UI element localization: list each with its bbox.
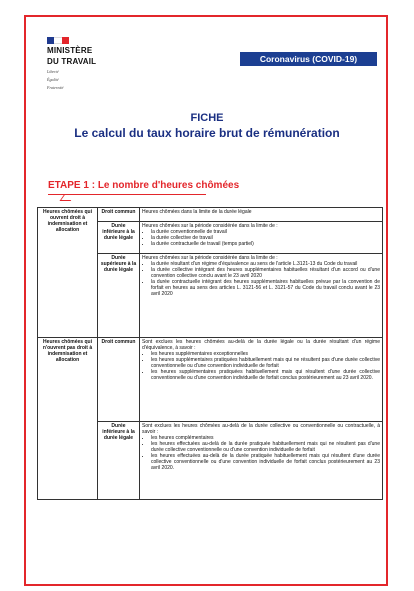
list-item: • les heures effectuées au-delà de la durée pratiquée habituellement mais qui résultent d'une durée collective conventionnelle ou d'une convention individuelle de forfait conclus postérieurement au 23 avril 2020.: [151, 453, 380, 471]
row-intro: Sont exclues les heures chômées au-delà de la durée légale ou la durée résultant d'un régime d'équivalence, à savoir :: [142, 339, 380, 351]
row-label: Durée supérieure à la durée légale: [98, 254, 140, 338]
row-text: [140, 208, 383, 222]
bullet-list: [142, 435, 380, 471]
row-intro: Heures chômées sur la période considérée dans la limite de :: [142, 255, 278, 261]
motto-liberte: Liberté: [47, 69, 59, 74]
hours-table: [37, 207, 383, 500]
row-intro: Sont exclues les heures chômées au-delà de la durée collective ou conventionnelle ou contractuelle, à savoir :: [142, 423, 380, 435]
ministry-name-line2: DU TRAVAIL: [47, 57, 97, 66]
ministry-logo: [47, 37, 96, 90]
bullet-list: [142, 351, 380, 381]
list-item: • la durée collective de travail: [151, 235, 380, 241]
table-row: [38, 338, 383, 422]
bullet-list: [142, 261, 380, 297]
row-text: [140, 338, 383, 422]
list-item: • la durée conventionnelle de travail: [151, 229, 380, 235]
list-item: • la durée collective intégrant des heures supplémentaires habituelles résultant d'un accord ou d'une convention collective conclu avant le 23 avril 2020: [151, 267, 380, 279]
group-label-eligible: Heures chômées qui ouvrent droit à indemnisation et allocation: [38, 208, 98, 338]
table-row: [38, 208, 383, 222]
row-label: Droit commun: [98, 208, 140, 222]
row-intro: Heures chômées sur la période considérée dans la limite de :: [142, 223, 278, 229]
list-item: • la durée résultant d'un régime d'équivalence au sens de l'article L.3121-13 du Code du travail: [151, 261, 380, 267]
list-item: • les heures effectuées au-delà de la durée pratiquée habituellement mais qui ne résultent pas d'une durée collective conventionnelle ou d'une convention individuelle de forfait: [151, 441, 380, 453]
list-item: • les heures supplémentaires pratiquées habituellement mais qui résultent d'une durée collective conventionnelle ou d'une convention individuelle de forfait conclus postérieurement au 23 avril 2020.: [151, 369, 380, 381]
page-title: FICHE: [190, 112, 224, 124]
row-label: Droit commun: [98, 338, 140, 422]
row-label: Durée inférieure à la durée légale: [98, 222, 140, 254]
row-text: [140, 422, 383, 500]
list-item: • les heures complémentaires: [151, 435, 380, 441]
motto-fraternite: Fraternité: [47, 85, 64, 90]
list-item: • la durée contractuelle intégrant des heures supplémentaires habituelles prévue par la convention de forfait en heures au sens des articles L. 3121-56 et L. 3121-57 du Code du travail conclu avant le 23 avril 2020: [151, 279, 380, 297]
group-label-not-eligible: Heures chômées qui n'ouvrent pas droit à indemnisation et allocation: [38, 338, 98, 500]
page-subtitle: Le calcul du taux horaire brut de rémunération: [74, 126, 340, 140]
row-text: [140, 222, 383, 254]
motto-egalite: Égalité: [47, 77, 59, 82]
french-flag-icon: [47, 37, 69, 44]
list-item: • les heures supplémentaires pratiquées habituellement mais qui ne résultent pas d'une durée collective conventionnelle ou d'une convention individuelle de forfait: [151, 357, 380, 369]
covid-badge: Coronavirus (COVID-19): [240, 52, 377, 66]
list-item: • les heures supplémentaires exceptionnelles: [151, 351, 380, 357]
bullet-list: [142, 229, 380, 247]
row-text: [140, 254, 383, 338]
step-heading: ETAPE 1 : Le nombre d'heures chômées: [48, 180, 240, 191]
list-item: • la durée contractuelle de travail (temps partiel): [151, 241, 380, 247]
row-intro: Heures chômées dans la limite de la durée légale: [142, 209, 252, 215]
ministry-name-line1: MINISTÈRE: [47, 46, 93, 55]
row-label: Durée inférieure à la durée légale: [98, 422, 140, 500]
